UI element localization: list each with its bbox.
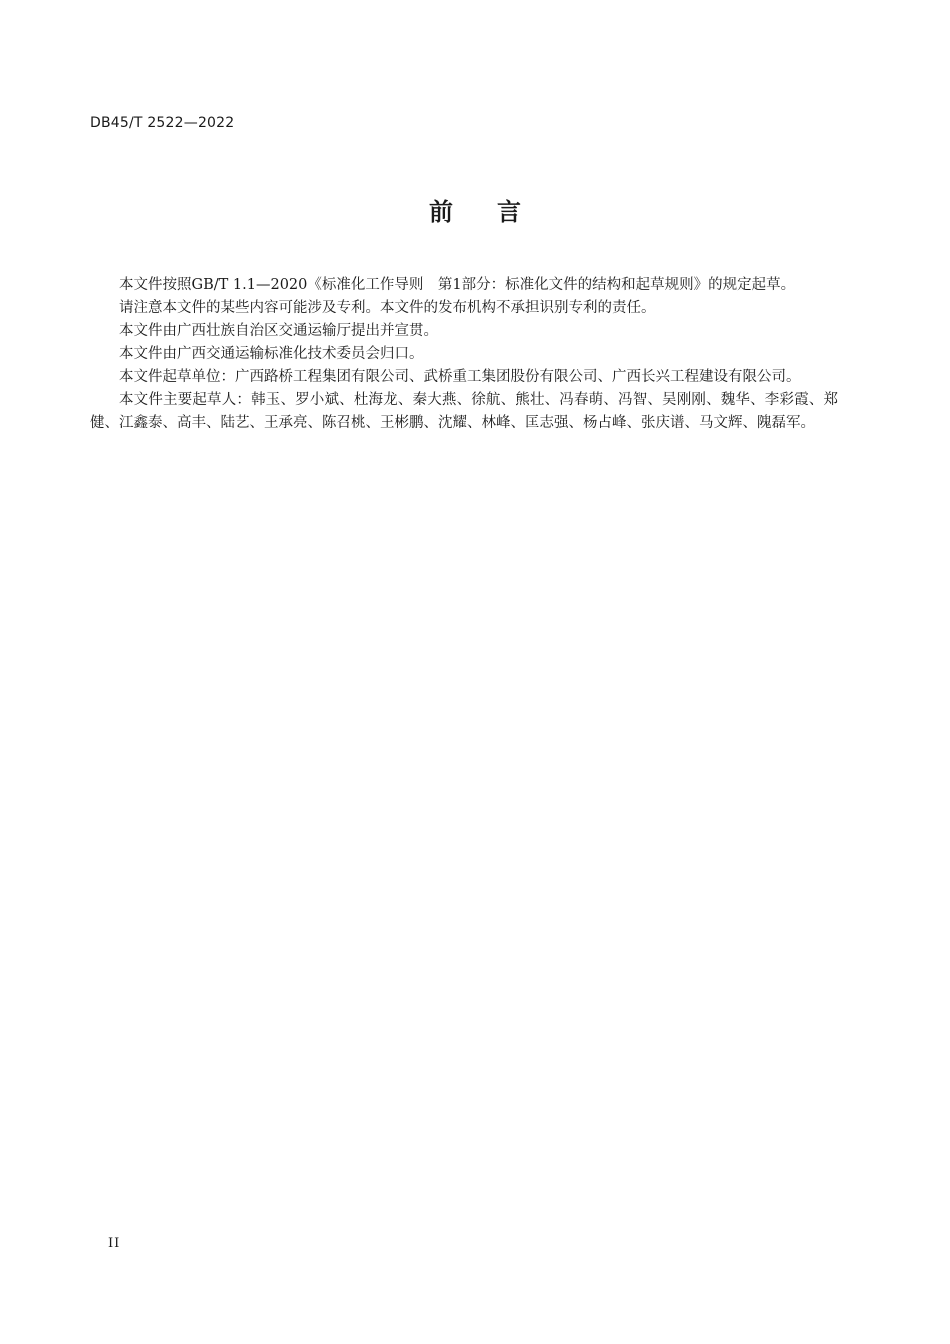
paragraph-drafting-basis: 本文件按照GB/T 1.1—2020《标准化工作导则 第1部分：标准化文件的结构和起草规则》的规定起草。 [119,277,796,293]
paragraph-main-drafters: 本文件主要起草人：韩玉、罗小斌、杜海龙、秦大燕、徐航、熊壮、冯春萌、冯智、吴刚刚、魏华、李彩霞、郑健、江鑫泰、高丰、陆艺、王承亮、陈召桃、王彬鹏、沈耀、林峰、匡志强、杨占峰、张庆谱、马文辉、隗磊军。 [90,392,838,431]
paragraph-patent-notice: 请注意本文件的某些内容可能涉及专利。本文件的发布机构不承担识别专利的责任。 [119,300,656,316]
page-title: 前言 [429,198,565,226]
document-code: DB45/T 2522—2022 [90,115,235,131]
foreword-body [90,274,838,435]
page-number: II [108,1236,121,1251]
paragraph-proposer: 本文件由广西壮族自治区交通运输厅提出并宣贯。 [119,323,438,339]
paragraph-drafting-organizations: 本文件起草单位：广西路桥工程集团有限公司、武桥重工集团股份有限公司、广西长兴工程建设有限公司。 [119,369,801,385]
paragraph-responsible-committee: 本文件由广西交通运输标准化技术委员会归口。 [119,346,424,362]
